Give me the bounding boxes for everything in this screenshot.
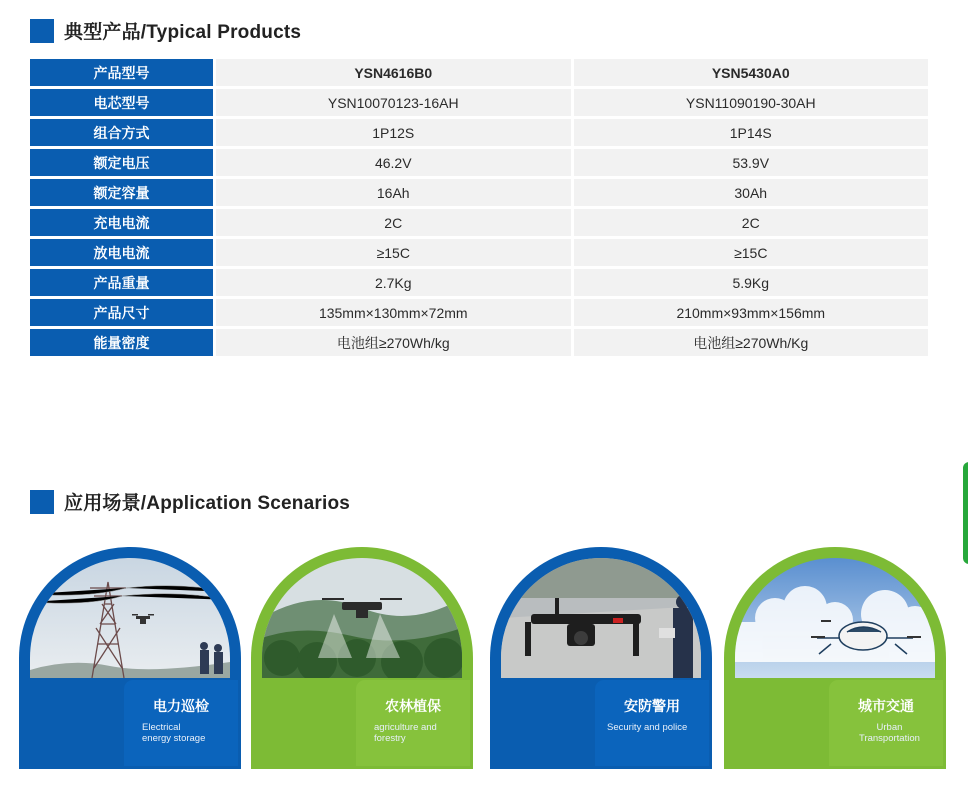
row-label: 能量密度 [30,329,213,356]
table-row [30,299,928,326]
scenario-label [829,680,943,766]
security-drone-image [501,558,701,678]
cell-product-a: ≥15C [216,239,571,266]
products-section-title: 典型产品/Typical Products [64,22,302,43]
section-marker [30,490,54,514]
scenarios-section-title: 应用场景/Application Scenarios [64,493,351,514]
side-tab[interactable] [963,462,968,564]
scenario-disc [724,547,946,769]
row-label: 充电电流 [30,209,213,236]
scenarios-section-heading [30,488,350,515]
table-row [30,149,928,176]
scenario-label [356,680,470,766]
cell-product-a: 2C [216,209,571,236]
table-row [30,89,928,116]
scenario-title-zh: 安防警用 [624,698,680,714]
row-label: 放电电流 [30,239,213,266]
scenario-title-en [374,722,437,744]
scenario-title-en [142,722,205,744]
scenario-en-line1: Urban [876,722,903,733]
scenario-card-security[interactable] [490,547,712,769]
cell-product-b: 30Ah [574,179,929,206]
cell-product-a: 16Ah [216,179,571,206]
scenario-en-line1: agriculture and [374,722,437,733]
scenario-en-line1: Electrical [142,722,181,733]
row-label: 电芯型号 [30,89,213,116]
cell-product-b: YSN11090190-30AH [574,89,929,116]
scenario-en-line2: Transportation [859,733,920,744]
crop-spraying-drone-image [262,558,462,678]
scenario-title-zh: 电力巡检 [153,698,209,714]
scenario-title-zh: 农林植保 [385,698,441,714]
scenario-card-urban-transport[interactable] [724,547,946,769]
passenger-drone-image [735,558,935,678]
table-row [30,59,928,86]
cell-product-b: 53.9V [574,149,929,176]
cell-product-b: 1P14S [574,119,929,146]
cell-product-a: 1P12S [216,119,571,146]
scenario-disc [19,547,241,769]
cell-product-b: 210mm×93mm×156mm [574,299,929,326]
scenario-disc [251,547,473,769]
cell-product-b: 2C [574,209,929,236]
scenario-disc [490,547,712,769]
cell-product-b: 电池组≥270Wh/Kg [574,329,929,356]
table-row [30,269,928,296]
cell-product-a: 46.2V [216,149,571,176]
table-row [30,329,928,356]
table-row [30,209,928,236]
table-row [30,239,928,266]
cell-product-b: ≥15C [574,239,929,266]
cell-product-a: YSN4616B0 [216,59,571,86]
section-marker [30,19,54,43]
scenario-title-en [859,722,920,744]
row-label: 组合方式 [30,119,213,146]
cell-product-a: 电池组≥270Wh/kg [216,329,571,356]
scenario-card-power-inspection[interactable] [19,547,241,769]
products-section-heading [30,17,301,44]
spec-table [30,56,928,359]
row-label: 产品型号 [30,59,213,86]
cell-product-b: YSN5430A0 [574,59,929,86]
cell-product-a: YSN10070123-16AH [216,89,571,116]
scenario-label [595,680,709,766]
scenario-en-line1: Security and police [607,722,688,733]
scenario-en-line2: energy storage [142,733,206,744]
scenario-card-agriculture[interactable] [251,547,473,769]
row-label: 产品尺寸 [30,299,213,326]
power-line-drone-image [30,558,230,678]
scenario-label [124,680,238,766]
row-label: 额定容量 [30,179,213,206]
table-row [30,179,928,206]
cell-product-b: 5.9Kg [574,269,929,296]
cell-product-a: 135mm×130mm×72mm [216,299,571,326]
table-row [30,119,928,146]
scenario-title-en [607,722,687,733]
row-label: 产品重量 [30,269,213,296]
row-label: 额定电压 [30,149,213,176]
scenario-en-line2: forestry [374,733,406,744]
scenario-title-zh: 城市交通 [858,698,914,714]
cell-product-a: 2.7Kg [216,269,571,296]
